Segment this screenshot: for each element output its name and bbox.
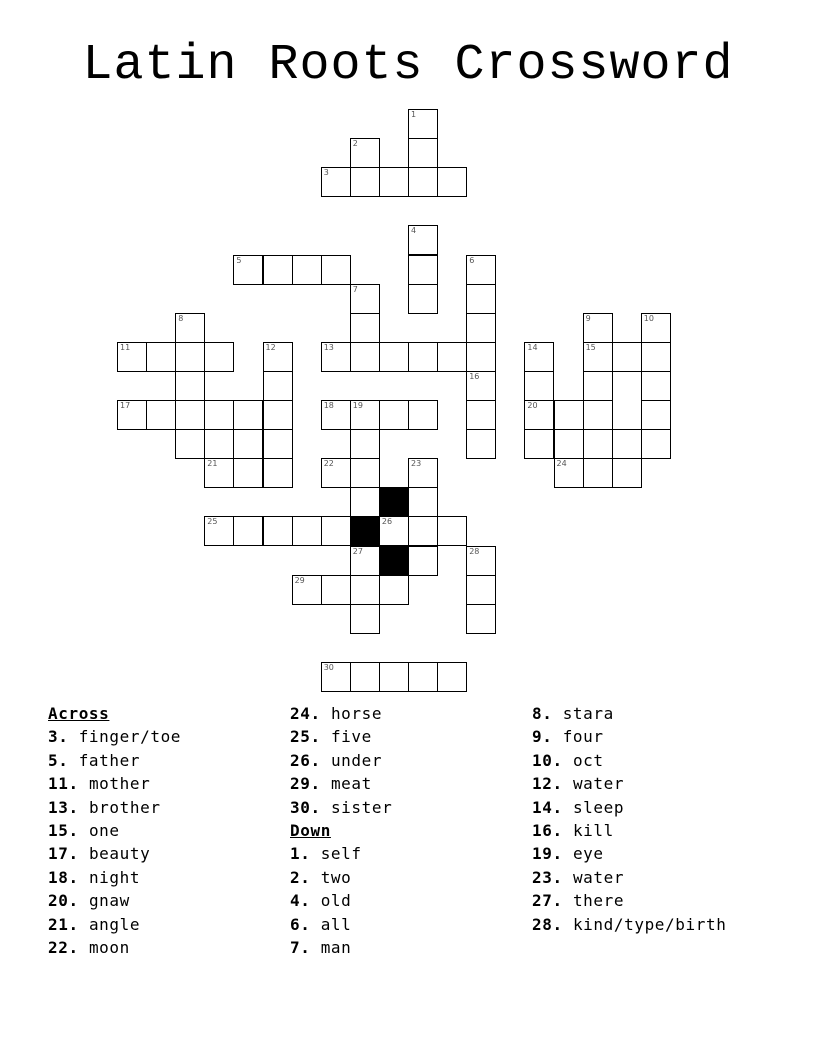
clue-item bbox=[48, 913, 181, 936]
clue-number: 24. bbox=[290, 704, 321, 723]
clue-number: 10. bbox=[532, 750, 563, 770]
grid-cell[interactable] bbox=[524, 342, 554, 372]
grid-cell[interactable] bbox=[233, 400, 263, 430]
clue-item bbox=[532, 796, 726, 819]
clue-item bbox=[532, 725, 726, 748]
clue-number-label: 22 bbox=[323, 459, 334, 469]
grid-cell[interactable] bbox=[350, 342, 380, 372]
clue-number-label: 3 bbox=[323, 168, 329, 178]
grid-cell[interactable] bbox=[321, 662, 351, 692]
grid-cell[interactable] bbox=[379, 516, 409, 546]
clue-text: eye bbox=[572, 844, 604, 864]
clue-number: 8. bbox=[532, 704, 553, 723]
clue-number: 19. bbox=[532, 844, 563, 864]
grid-cell[interactable] bbox=[524, 429, 554, 459]
grid-cell[interactable] bbox=[117, 342, 147, 372]
grid-cell[interactable] bbox=[117, 400, 147, 430]
clue-item bbox=[290, 913, 392, 936]
grid-cell[interactable] bbox=[350, 167, 380, 197]
clue-text: brother bbox=[88, 797, 161, 817]
grid-cell[interactable] bbox=[466, 284, 496, 314]
clue-item bbox=[290, 842, 392, 865]
clue-text: horse bbox=[330, 704, 383, 723]
clue-number: 30. bbox=[290, 797, 321, 817]
clue-number: 25. bbox=[290, 727, 321, 747]
clue-column-1 bbox=[48, 702, 181, 959]
clue-item bbox=[290, 772, 392, 795]
clue-text: kind/type/birth bbox=[572, 914, 727, 934]
clue-item bbox=[532, 772, 726, 795]
grid-cell[interactable] bbox=[437, 167, 467, 197]
grid-cell[interactable] bbox=[466, 604, 496, 634]
clue-number: 22. bbox=[48, 938, 79, 958]
clue-number-label: 16 bbox=[469, 371, 480, 381]
grid-cell[interactable] bbox=[379, 167, 409, 197]
clue-column-2 bbox=[290, 702, 392, 959]
clue-item bbox=[290, 749, 392, 772]
clue-item bbox=[290, 702, 392, 725]
section-heading: Down bbox=[290, 821, 331, 841]
grid-cell[interactable] bbox=[524, 371, 554, 401]
grid-cell[interactable] bbox=[321, 342, 351, 372]
clue-number-label: 17 bbox=[120, 401, 131, 410]
grid-cell[interactable] bbox=[263, 371, 293, 401]
clue-number: 4. bbox=[290, 891, 311, 911]
grid-cell[interactable] bbox=[263, 400, 293, 430]
clue-number-label: 9 bbox=[585, 313, 591, 323]
clue-text: old bbox=[320, 891, 352, 911]
clue-number: 1. bbox=[290, 844, 311, 864]
grid-cell[interactable] bbox=[233, 458, 263, 488]
clue-text: sister bbox=[330, 797, 393, 817]
grid-cell[interactable] bbox=[583, 400, 613, 430]
clue-item bbox=[532, 819, 726, 842]
clue-text: beauty bbox=[88, 844, 151, 864]
grid-cell[interactable] bbox=[379, 662, 409, 692]
grid-cell[interactable] bbox=[350, 575, 380, 605]
clue-number: 17. bbox=[48, 844, 79, 864]
grid-cell[interactable] bbox=[408, 400, 438, 430]
clue-number: 14. bbox=[532, 797, 563, 817]
black-square bbox=[379, 546, 409, 576]
clue-number-label: 6 bbox=[469, 255, 475, 265]
grid-cell[interactable] bbox=[408, 138, 438, 168]
grid-cell[interactable] bbox=[263, 458, 293, 488]
grid-cell[interactable] bbox=[437, 342, 467, 372]
clue-number-label: 5 bbox=[236, 255, 242, 265]
grid-cell[interactable] bbox=[321, 458, 351, 488]
clue-number-label: 13 bbox=[323, 342, 334, 352]
grid-cell[interactable] bbox=[263, 429, 293, 459]
clue-number-label: 8 bbox=[178, 313, 184, 323]
clue-number: 29. bbox=[290, 774, 321, 794]
grid-cell[interactable] bbox=[612, 342, 642, 372]
clue-number-label: 18 bbox=[323, 401, 334, 410]
grid-cell[interactable] bbox=[583, 429, 613, 459]
clue-number-label: 4 bbox=[411, 226, 417, 236]
clue-item bbox=[48, 725, 181, 748]
clue-number-label: 29 bbox=[294, 575, 305, 585]
clue-text: moon bbox=[88, 938, 130, 958]
grid-cell[interactable] bbox=[175, 342, 205, 372]
grid-cell[interactable] bbox=[554, 400, 584, 430]
clue-item bbox=[48, 749, 181, 772]
grid-cell[interactable] bbox=[466, 255, 496, 285]
grid-cell[interactable] bbox=[204, 342, 234, 372]
grid-cell[interactable] bbox=[583, 458, 613, 488]
grid-cell[interactable] bbox=[408, 458, 438, 488]
grid-cell[interactable] bbox=[350, 138, 380, 168]
clue-text: water bbox=[572, 867, 625, 887]
grid-cell[interactable] bbox=[321, 575, 351, 605]
clue-item bbox=[290, 796, 392, 819]
clue-number: 9. bbox=[532, 727, 553, 747]
grid-cell[interactable] bbox=[408, 546, 438, 576]
clue-number: 13. bbox=[48, 797, 79, 817]
clue-number-label: 7 bbox=[352, 284, 358, 294]
clue-text: finger/toe bbox=[78, 727, 182, 747]
clue-text: oct bbox=[572, 750, 604, 770]
clue-text: four bbox=[562, 727, 604, 747]
grid-cell[interactable] bbox=[524, 400, 554, 430]
grid-cell[interactable] bbox=[466, 371, 496, 401]
clue-item bbox=[290, 725, 392, 748]
grid-cell[interactable] bbox=[175, 400, 205, 430]
clue-text: man bbox=[320, 938, 352, 958]
grid-cell[interactable] bbox=[263, 342, 293, 372]
grid-cell[interactable] bbox=[350, 487, 380, 517]
clue-number: 26. bbox=[290, 750, 321, 770]
grid-cell[interactable] bbox=[321, 167, 351, 197]
clue-item bbox=[532, 913, 726, 936]
clue-text: five bbox=[330, 727, 372, 747]
clue-number: 5. bbox=[48, 750, 69, 770]
grid-cell[interactable] bbox=[612, 458, 642, 488]
grid-cell[interactable] bbox=[263, 516, 293, 546]
clue-item bbox=[532, 702, 726, 725]
clue-number: 3. bbox=[48, 727, 69, 747]
grid-cell[interactable] bbox=[408, 225, 438, 255]
clue-number-label: 23 bbox=[411, 459, 422, 469]
clue-number-label: 30 bbox=[323, 662, 334, 672]
grid-cell[interactable] bbox=[641, 313, 671, 343]
clue-item bbox=[290, 936, 392, 959]
clue-number: 21. bbox=[48, 914, 79, 934]
grid-cell[interactable] bbox=[233, 516, 263, 546]
grid-cell[interactable] bbox=[204, 400, 234, 430]
clue-item bbox=[48, 936, 181, 959]
grid-cell[interactable] bbox=[204, 516, 234, 546]
page-title: Latin Roots Crossword bbox=[82, 37, 734, 94]
grid-cell[interactable] bbox=[146, 400, 176, 430]
grid-cell[interactable] bbox=[350, 546, 380, 576]
grid-cell[interactable] bbox=[554, 458, 584, 488]
grid-cell[interactable] bbox=[379, 575, 409, 605]
clue-item bbox=[48, 842, 181, 865]
grid-cell[interactable] bbox=[321, 400, 351, 430]
clue-number-label: 2 bbox=[352, 139, 358, 149]
grid-cell[interactable] bbox=[466, 400, 496, 430]
section-heading: Across bbox=[48, 704, 110, 723]
grid-cell[interactable] bbox=[292, 516, 322, 546]
grid-cell[interactable] bbox=[408, 255, 438, 285]
clue-text: there bbox=[572, 891, 625, 911]
clue-number-label: 21 bbox=[207, 459, 218, 469]
clue-number: 7. bbox=[290, 938, 311, 958]
grid-cell[interactable] bbox=[263, 255, 293, 285]
clue-number-label: 28 bbox=[469, 546, 480, 556]
black-square bbox=[350, 516, 380, 546]
grid-cell[interactable] bbox=[437, 516, 467, 546]
clue-item bbox=[532, 866, 726, 889]
clue-number-label: 15 bbox=[585, 342, 596, 352]
grid-cell[interactable] bbox=[466, 429, 496, 459]
clue-number: 23. bbox=[532, 867, 563, 887]
grid-cell[interactable] bbox=[641, 342, 671, 372]
grid-cell[interactable] bbox=[408, 284, 438, 314]
clue-number: 28. bbox=[532, 914, 563, 934]
grid-cell[interactable] bbox=[641, 400, 671, 430]
grid-cell[interactable] bbox=[175, 313, 205, 343]
clue-text: all bbox=[320, 914, 352, 934]
clue-number-label: 1 bbox=[411, 110, 417, 119]
clue-text: father bbox=[78, 750, 141, 770]
grid-cell[interactable] bbox=[612, 429, 642, 459]
clue-item bbox=[532, 749, 726, 772]
grid-cell[interactable] bbox=[466, 575, 496, 605]
clue-text: water bbox=[572, 774, 625, 794]
black-square bbox=[379, 487, 409, 517]
clue-number: 16. bbox=[532, 821, 563, 841]
grid-cell[interactable] bbox=[466, 313, 496, 343]
grid-cell[interactable] bbox=[175, 371, 205, 401]
grid-cell[interactable] bbox=[408, 109, 438, 139]
grid-cell[interactable] bbox=[292, 255, 322, 285]
grid-cell[interactable] bbox=[437, 662, 467, 692]
clue-text: kill bbox=[572, 821, 614, 841]
grid-cell[interactable] bbox=[408, 662, 438, 692]
clue-number: 6. bbox=[290, 914, 311, 934]
clue-number-label: 25 bbox=[207, 517, 218, 527]
grid-cell[interactable] bbox=[350, 400, 380, 430]
grid-cell[interactable] bbox=[408, 342, 438, 372]
clue-text: two bbox=[320, 867, 352, 887]
clue-text: night bbox=[88, 867, 141, 887]
clue-text: angle bbox=[88, 914, 141, 934]
grid-cell[interactable] bbox=[350, 284, 380, 314]
clue-number-label: 14 bbox=[527, 342, 538, 352]
grid-cell[interactable] bbox=[350, 429, 380, 459]
clue-number: 18. bbox=[48, 867, 79, 887]
grid-cell[interactable] bbox=[379, 400, 409, 430]
clue-text: gnaw bbox=[88, 891, 130, 911]
grid-cell[interactable] bbox=[350, 604, 380, 634]
clue-number: 20. bbox=[48, 891, 79, 911]
clue-text: sleep bbox=[572, 797, 625, 817]
grid-cell[interactable] bbox=[641, 371, 671, 401]
grid-cell[interactable] bbox=[350, 662, 380, 692]
clue-item bbox=[48, 796, 181, 819]
clue-item bbox=[532, 889, 726, 912]
clue-text: self bbox=[320, 844, 362, 864]
clue-column-3 bbox=[532, 702, 726, 936]
grid-cell[interactable] bbox=[321, 516, 351, 546]
clue-item bbox=[290, 889, 392, 912]
clue-number-label: 24 bbox=[556, 459, 567, 469]
clue-number: 27. bbox=[532, 891, 563, 911]
grid-cell[interactable] bbox=[146, 342, 176, 372]
grid-cell[interactable] bbox=[321, 255, 351, 285]
grid-cell[interactable] bbox=[292, 575, 322, 605]
clue-number: 15. bbox=[48, 821, 79, 841]
clue-text: one bbox=[88, 821, 120, 841]
grid-cell[interactable] bbox=[350, 458, 380, 488]
grid-cell[interactable] bbox=[554, 429, 584, 459]
grid-cell[interactable] bbox=[466, 342, 496, 372]
clue-item bbox=[532, 842, 726, 865]
grid-cell[interactable] bbox=[583, 371, 613, 401]
grid-cell[interactable] bbox=[350, 313, 380, 343]
grid-cell[interactable] bbox=[379, 342, 409, 372]
clue-item bbox=[48, 866, 181, 889]
clue-number-label: 27 bbox=[352, 546, 363, 556]
clue-item bbox=[290, 866, 392, 889]
grid-cell[interactable] bbox=[408, 487, 438, 517]
clue-text: stara bbox=[562, 704, 614, 723]
clue-number: 11. bbox=[48, 774, 79, 794]
clue-number-label: 20 bbox=[527, 401, 538, 410]
clue-text: under bbox=[330, 750, 383, 770]
clue-item bbox=[48, 889, 181, 912]
grid-cell[interactable] bbox=[233, 255, 263, 285]
clue-text: mother bbox=[88, 774, 151, 794]
clue-number-label: 19 bbox=[352, 401, 363, 410]
grid-cell[interactable] bbox=[641, 429, 671, 459]
grid-cell[interactable] bbox=[204, 458, 234, 488]
grid-cell[interactable] bbox=[466, 546, 496, 576]
grid-cell[interactable] bbox=[583, 342, 613, 372]
clue-item bbox=[48, 772, 181, 795]
grid-cell[interactable] bbox=[175, 429, 205, 459]
grid-cell[interactable] bbox=[204, 429, 234, 459]
grid-cell[interactable] bbox=[233, 429, 263, 459]
clue-number-label: 26 bbox=[381, 517, 393, 527]
grid-cell[interactable] bbox=[408, 167, 438, 197]
clue-number: 12. bbox=[532, 774, 563, 794]
clue-text: meat bbox=[330, 774, 372, 794]
clue-number: 2. bbox=[290, 867, 311, 887]
clue-item bbox=[48, 819, 181, 842]
clue-number-label: 11 bbox=[120, 342, 131, 352]
grid-cell[interactable] bbox=[408, 516, 438, 546]
clue-number-label: 12 bbox=[265, 342, 276, 352]
clue-number-label: 10 bbox=[643, 313, 654, 323]
grid-cell[interactable] bbox=[583, 313, 613, 343]
